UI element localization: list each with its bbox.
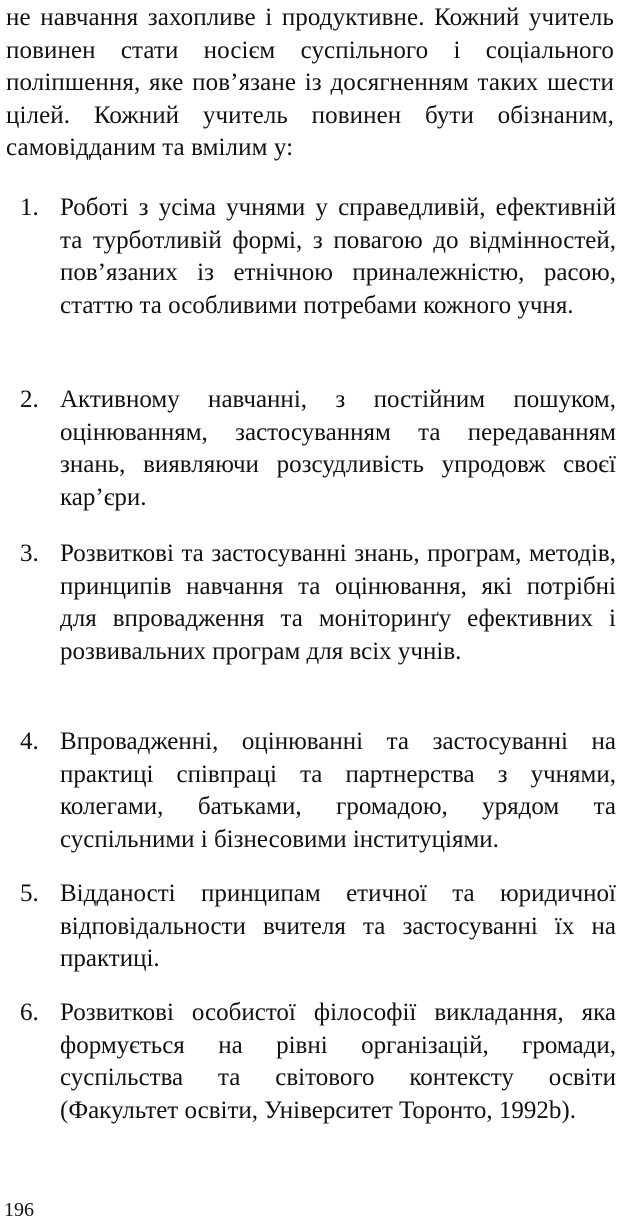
list-item-text: Роботі з усіма учнями у справедливій, ефективній та турботливій формі, з повагою до відмінностей, пов’язаних із етнічною приналежністю, расою, статтю та особливими потребами кожного учня. [60,194,616,319]
list-item-number: 5. [20,880,39,907]
list-item-number: 6. [20,999,39,1026]
list-item-1 [20,192,616,322]
list-item-text: Розвиткові особистої філософії викладання, яка формується на рівні організацій, громади, суспільства та світового контексту освіти (Факультет освіти, Університет Торонто, 1992b). [60,999,616,1124]
list-item-number: 4. [20,728,39,755]
list-item-number: 3. [20,540,39,567]
list-item-6 [20,997,616,1127]
list-item-2 [20,384,616,514]
list-item-3 [20,538,616,668]
list-item-number: 2. [20,386,39,413]
page-number: 196 [4,1199,34,1221]
list-item-4 [20,726,616,856]
list-item-text: Відданості принципам етичної та юридичної відповідальности вчителя та застосуванні їх на практиці. [60,880,616,972]
list-item-number: 1. [20,194,39,221]
intro-paragraph: не навчання захопливе і продуктивне. Кожний учитель повинен стати носієм суспільного і соціального поліпшення, яке пов’язане із досягненням таких шести цілей. Кожний учитель повинен бути обізнаним, самовідданим та вмілим у: [6,4,614,161]
list-item-5 [20,878,616,976]
list-item-text: Активному навчанні, з постійним пошуком, оцінюванням, застосуванням та передаванням знань, виявляючи розсудливість упродовж своєї кар’єри. [60,386,616,511]
list-item-text: Розвиткові та застосуванні знань, програм, методів, принципів навчання та оцінювання, які потрібні для впровадження та моніторинґу ефективних і розвивальних програм для всіх учнів. [60,540,616,665]
list-item-text: Впровадженні, оцінюванні та застосуванні на практиці співпраці та партнерства з учнями, колегами, батьками, громадою, урядом та суспільними і бізнесовими інституціями. [60,728,616,853]
